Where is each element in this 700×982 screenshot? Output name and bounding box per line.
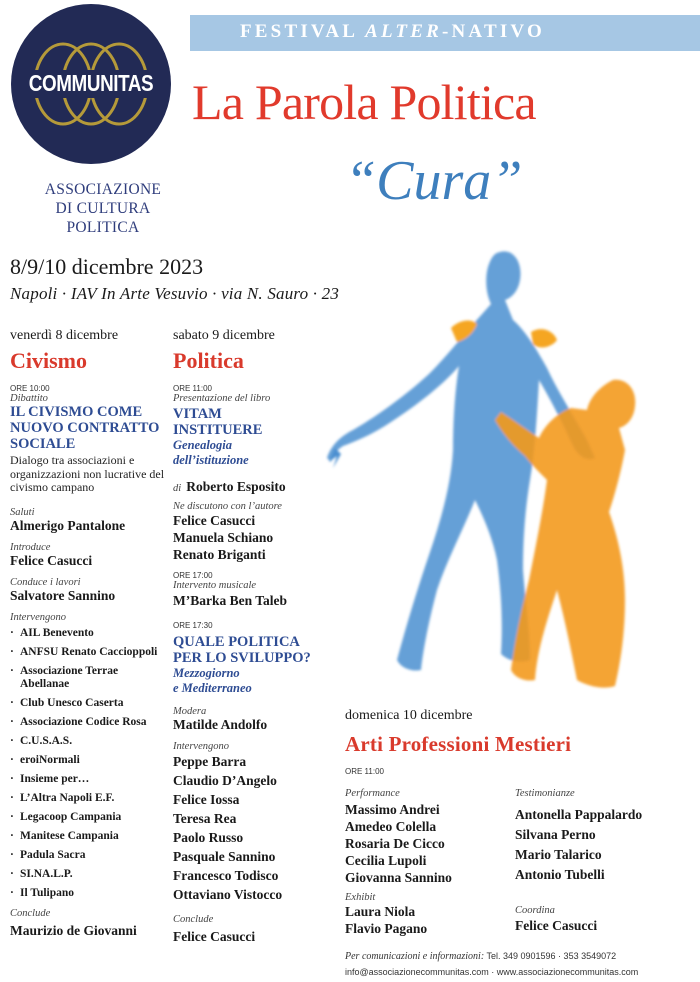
banner-part3: -NATIVO [441,21,545,42]
speakers-list [173,752,323,904]
friday-title: Civismo [10,348,87,373]
list-item: · Padula Sacra [10,849,170,862]
coordina-label: Coordina [515,905,555,916]
book-subtitle-line: dell’istituzione [173,453,249,467]
list-item: · Associazione Terrae Abellanae [10,665,150,691]
friday-type: Dibattito [10,393,48,404]
topic-subtitle [173,666,323,696]
description-line: organizzazioni non lucrative del [10,466,165,481]
presentation-label: Presentazione del libro [173,393,271,404]
speakers-label: Intervengono [173,741,229,752]
book-title-line: VITAM [173,406,222,422]
info-label: Per comunicazioni e informazioni: [345,951,485,962]
debate-title-line: NUOVO CONTRATTO [10,420,160,436]
modera-label: Modera [173,706,207,717]
list-item: · Legacoop Campania [10,811,170,824]
exhibitors-list [345,903,515,937]
book-subtitle [173,438,323,468]
list-item: Mario Talarico [515,847,602,862]
author-name: Roberto Esposito [186,479,286,494]
performers-list [345,801,515,886]
list-item: · Insieme per… [10,773,170,786]
organizations-list [10,627,170,900]
exhibit-label: Exhibit [345,892,376,903]
sunday-day: domenica 10 dicembre [345,708,473,723]
book-title [173,406,323,438]
topic-title [173,634,323,666]
list-item: Flavio Pagano [345,921,428,936]
list-item: · Associazione Codice Rosa [10,716,170,729]
watercolor-figures-illustration [325,240,665,700]
event-venue: Napoli · IAV In Arte Vesuvio · via N. Sauro · 23 [10,284,340,303]
saturday-time3: ORE 17:30 [173,621,213,630]
list-item: Pasquale Sannino [173,849,276,864]
discuss-label: Ne discutono con l’autore [173,501,282,512]
moderator-name: Matilde Andolfo [173,717,268,732]
author-prefix: di [173,483,182,494]
list-item: Cecilia Lupoli [345,853,427,868]
list-item: Antonio Tubelli [515,867,605,882]
banner-part2: ALTER [365,21,442,42]
subtitle: “Cura” [345,150,523,212]
column-sunday [345,708,690,776]
list-item: Renato Briganti [173,547,266,562]
list-item: Peppe Barra [173,754,247,769]
association-line1: ASSOCIAZIONE [44,181,162,198]
saturday-day: sabato 9 dicembre [173,328,275,343]
list-item: · L’Altra Napoli E.F. [10,792,170,805]
topic-title-line: QUALE POLITICA [173,634,300,650]
discussants-list [173,512,323,563]
list-item: · Il Tulipano [10,887,170,900]
book-subtitle-line: Genealogia [173,438,233,452]
saturday-title: Politica [173,348,244,373]
footer-contacts [345,951,695,962]
music-label: Intervento musicale [173,580,257,591]
topic-title-line: PER LO SVILUPPO? [173,650,311,666]
saturday-time1: ORE 11:00 [173,384,212,393]
description-line: civismo campano [10,480,95,494]
list-item: Silvana Perno [515,827,596,842]
coordinator-name: Felice Casucci [515,918,598,933]
banner-part1: FESTIVAL [240,21,366,42]
list-item: Felice Iossa [173,792,240,807]
debate-title-line: SOCIALE [10,436,76,452]
main-title: La Parola Politica [192,74,536,130]
friday-description [10,454,170,495]
communitas-logo [11,4,171,164]
list-item: · Club Unesco Caserta [10,697,170,710]
list-item: · ANFSU Renato Caccioppoli [10,646,170,659]
list-item: Francesco Todisco [173,868,279,883]
performance-label: Performance [345,788,400,799]
topic-subtitle-line: e Mediterraneo [173,681,252,695]
phones: Tel. 349 0901596 · 353 3549072 [486,951,617,961]
book-author [173,476,323,495]
list-item: Claudio D’Angelo [173,773,277,788]
list-item: Teresa Rea [173,811,237,826]
testimonianze-block [515,788,695,934]
list-item: Ottaviano Vistocco [173,887,283,902]
association-line2: DI CULTURA POLITICA [55,200,151,236]
event-date: 8/9/10 dicembre 2023 [10,254,204,279]
testimonianze-label: Testimonianze [515,788,575,799]
list-item: Rosaria De Cicco [345,836,445,851]
introduce-label: Introduce [10,541,51,553]
list-item: Giovanna Sannino [345,870,452,885]
list-item: Amedeo Colella [345,819,437,834]
list-item: Massimo Andrei [345,802,440,817]
musician-name: M’Barka Ben Taleb [173,593,288,608]
festival-banner [190,15,700,51]
list-item: Laura Niola [345,904,416,919]
debate-title-line: IL CIVISMO COME [10,404,143,420]
list-item: · eroiNormali [10,754,170,767]
saluti-name: Almerigo Pantalone [10,517,126,533]
column-friday [10,328,170,939]
book-title-line: INSTITUERE [173,422,263,438]
list-item: Paolo Russo [173,830,244,845]
friday-day: venerdì 8 dicembre [10,328,119,343]
saturday-time2: ORE 17:00 [173,571,213,580]
introduce-name: Felice Casucci [10,552,93,568]
saluti-label: Saluti [10,506,35,518]
list-item: · AIL Benevento [10,627,170,640]
friday-time: ORE 10:00 [10,384,50,393]
saturday-conclude-name: Felice Casucci [173,929,256,944]
sunday-time: ORE 11:00 [345,767,384,776]
performance-block [345,788,515,937]
conduce-name: Salvatore Sannino [10,587,116,603]
friday-debate-title [10,404,170,452]
topic-subtitle-line: Mezzogiorno [173,666,240,680]
sunday-title: Arti Professioni Mestieri [345,732,572,756]
saturday-conclude-label: Conclude [173,914,214,925]
list-item: Manuela Schiano [173,530,274,545]
conclude-name: Maurizio de Giovanni [10,922,137,938]
footer-web: info@associazionecommunitas.com · www.associazionecommunitas.com [345,967,639,977]
list-item: · C.U.S.A.S. [10,735,170,748]
intervengono-label: Intervengono [10,611,66,623]
description-line: Dialogo tra associazioni e [10,453,135,467]
conduce-label: Conduce i lavori [10,576,81,588]
logo-text: COMMUNITAS [28,70,154,96]
conclude-label: Conclude [10,907,51,919]
testimonials-list [515,805,695,885]
association-name [18,180,188,237]
list-item: · SI.NA.L.P. [10,868,170,881]
list-item: Felice Casucci [173,513,256,528]
column-saturday [173,328,323,945]
list-item: Antonella Pappalardo [515,807,643,822]
list-item: · Manitese Campania [10,830,170,843]
